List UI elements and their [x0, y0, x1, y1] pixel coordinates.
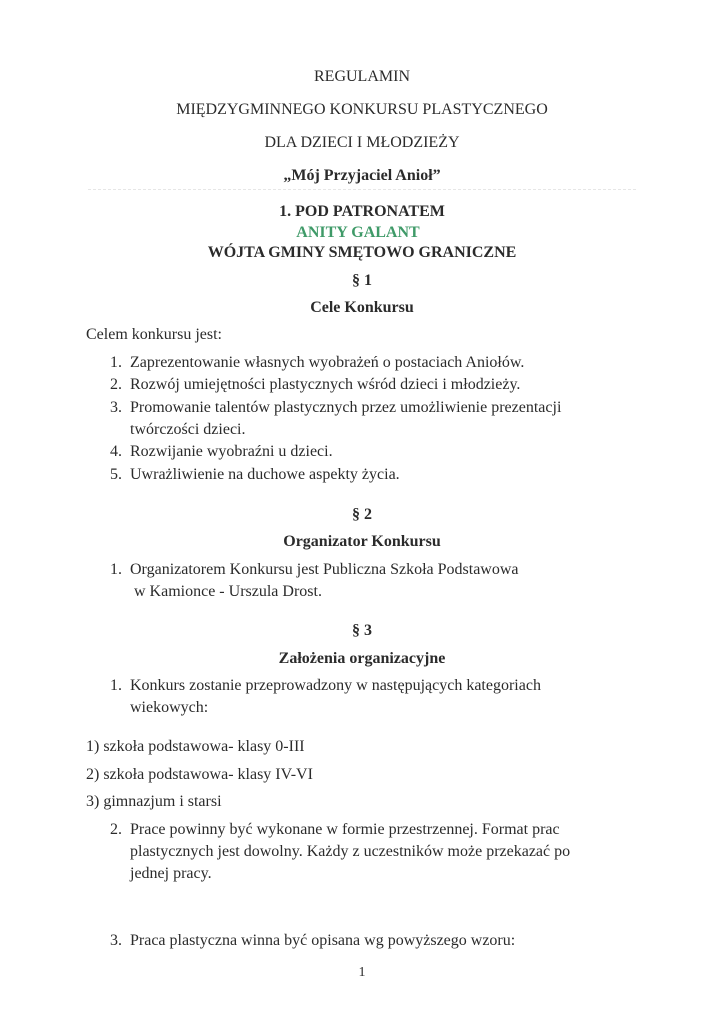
list-item-number: 3. [110, 932, 122, 949]
header-line-regulamin: REGULAMIN [314, 68, 410, 85]
list-item-number: 4. [110, 443, 122, 460]
list-item-text: Promowanie talentów plastycznych przez umożliwienie prezentacji [130, 399, 562, 416]
list-item-text: Rozwój umiejętności plastycznych wśród dzieci i młodzieży. [130, 376, 521, 393]
header-line-konkurs: MIĘDZYGMINNEGO KONKURSU PLASTYCZNEGO [176, 101, 548, 118]
section-1-title: Cele Konkursu [310, 299, 414, 316]
list-item-text: Organizatorem Konkursu jest Publiczna Szkoła Podstawowa [130, 561, 519, 578]
section-2-sign: § 2 [352, 506, 372, 523]
list-item-number: 5. [110, 466, 122, 483]
header-separator [88, 189, 636, 190]
list-item-text: twórczości dzieci. [130, 421, 246, 438]
list-item-text: Konkurs zostanie przeprowadzony w następujących kategoriach [130, 677, 541, 694]
list-item-text: plastycznych jest dowolny. Każdy z uczestników może przekazać po [130, 843, 571, 860]
list-item-number: 3. [110, 399, 122, 416]
list-item-number: 1. [110, 561, 122, 578]
page-number: 1 [358, 965, 366, 980]
list-item-number: 2. [110, 821, 122, 838]
list-item-text: Prace powinny być wykonane w formie przestrzennej. Format prac [130, 821, 560, 838]
section-1-sign: § 1 [352, 272, 372, 289]
contest-title: „Mój Przyjaciel Anioł” [283, 167, 441, 184]
list-item-number: 1. [110, 677, 122, 694]
category-item: 1) szkoła podstawowa- klasy 0-III [86, 738, 305, 755]
patron-name: ANITY GALANT [296, 224, 420, 241]
header-line-audience: DLA DZIECI I MŁODZIEŻY [264, 134, 460, 151]
section-3-sign: § 3 [352, 622, 372, 639]
section-3-title: Założenia organizacyjne [278, 650, 446, 667]
category-item: 2) szkoła podstawowa- klasy IV-VI [86, 766, 313, 783]
section-2-title: Organizator Konkursu [283, 533, 441, 550]
list-item-text: jednej pracy. [130, 865, 212, 882]
list-item-text: w Kamionce - Urszula Drost. [130, 583, 322, 600]
patronage-heading: 1. POD PATRONATEM [279, 203, 445, 220]
patron-office: WÓJTA GMINY SMĘTOWO GRANICZNE [207, 244, 517, 261]
section-1-intro: Celem konkursu jest: [86, 326, 222, 343]
list-item-number: 1. [110, 354, 122, 371]
category-item: 3) gimnazjum i starsi [86, 793, 222, 810]
list-item-text: Rozwijanie wyobraźni u dzieci. [130, 443, 333, 460]
list-item-text: Praca plastyczna winna być opisana wg powyższego wzoru: [130, 932, 516, 949]
list-item-text: wiekowych: [130, 699, 209, 716]
list-item-text: Uwrażliwienie na duchowe aspekty życia. [130, 466, 400, 483]
list-item-number: 2. [110, 376, 122, 393]
list-item-text: Zaprezentowanie własnych wyobrażeń o postaciach Aniołów. [130, 354, 525, 371]
